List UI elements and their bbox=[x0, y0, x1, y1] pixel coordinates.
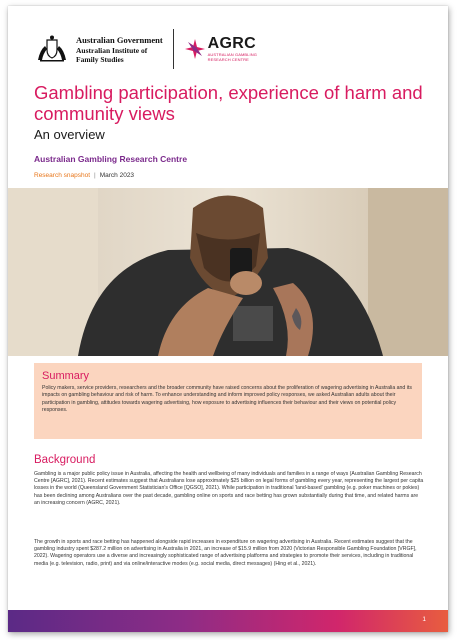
page-title: Gambling participation, experience of harm and community views bbox=[34, 82, 423, 124]
hero-photo bbox=[8, 188, 448, 356]
logo-divider bbox=[173, 29, 174, 69]
man-with-phone-photo bbox=[8, 188, 448, 356]
background-paragraph-2: The growth in sports and race betting has happened alongside rapid increases in expenditure on wagering advertising in Australia. Recent estimates suggest that the gambling industry spent $287.2 million on advertising in Australia in 2021, an increase of $15.9 million from 2020 (Victorian Responsible Gambling Foundation [VRGF], 2022). Wagering operators use a diverse and increasingly sophisticated range of advertising platforms and strategies to promote their services, including in traditional media (e.g. television, radio, print) and via online/interactive modes (e.g. social media, direct messages) (Hing et al., 2021). bbox=[34, 539, 417, 567]
background-heading: Background bbox=[34, 454, 96, 466]
background-paragraph-1: Gambling is a major public policy issue in Australia, affecting the health and wellbeing of many individuals and families in a range of ways (Australian Gambling Research Centre [AGRC], 2021). Recent estimates suggest that Australians lose approximately $25 billion on legal forms of gambling every year, representing the largest per capita losses in the world (Queensland Government Statistician's Office [QGSO], 2021). While participation in traditional 'land-based' gambling (e.g. poker machines or pokies) has been declining among Australians over the past decade, gambling online on sports and race betting has grown substantially during that time, and related harms are an increasing concern (AGRC, 2021). bbox=[34, 471, 424, 506]
coat-of-arms-icon bbox=[34, 34, 70, 64]
header-logos bbox=[34, 26, 257, 72]
publication-type: Research snapshot bbox=[34, 172, 91, 179]
meta-separator: | bbox=[94, 172, 96, 179]
summary-heading: Summary bbox=[42, 370, 90, 382]
agrc-sub-2: RESEARCH CENTRE bbox=[207, 57, 249, 62]
agrc-sub-1: AUSTRALIAN GAMBLING bbox=[207, 52, 257, 57]
page-subtitle: An overview bbox=[34, 127, 105, 142]
organisation-name: Australian Gambling Research Centre bbox=[34, 154, 188, 164]
government-wordmark bbox=[76, 35, 163, 64]
footer-band bbox=[8, 610, 448, 632]
summary-text: Policy makers, service providers, researchers and the broader community have raised concerns about the proliferation of wagering advertising in Australia and its impacts on gambling behaviour and risk of harm. To enhance understanding and inform improved policy responses, we asked Australian adults about their participation in gambling, attitudes towards wagering advertising, how exposure to advertising influences their behaviour and their views on potential policy responses. bbox=[42, 385, 412, 413]
agrc-logo bbox=[184, 36, 257, 62]
gov-line-3: Family Studies bbox=[76, 54, 124, 64]
report-page bbox=[8, 6, 448, 632]
gov-line-2: Australian Institute of bbox=[76, 45, 148, 55]
page-number: 1 bbox=[422, 616, 426, 623]
summary-box bbox=[34, 363, 422, 439]
publication-date: March 2023 bbox=[99, 172, 135, 179]
agrc-star-icon bbox=[184, 38, 206, 60]
agrc-name: AGRC bbox=[207, 35, 256, 52]
gov-line-1: Australian Government bbox=[76, 34, 163, 45]
publication-meta bbox=[34, 172, 134, 179]
